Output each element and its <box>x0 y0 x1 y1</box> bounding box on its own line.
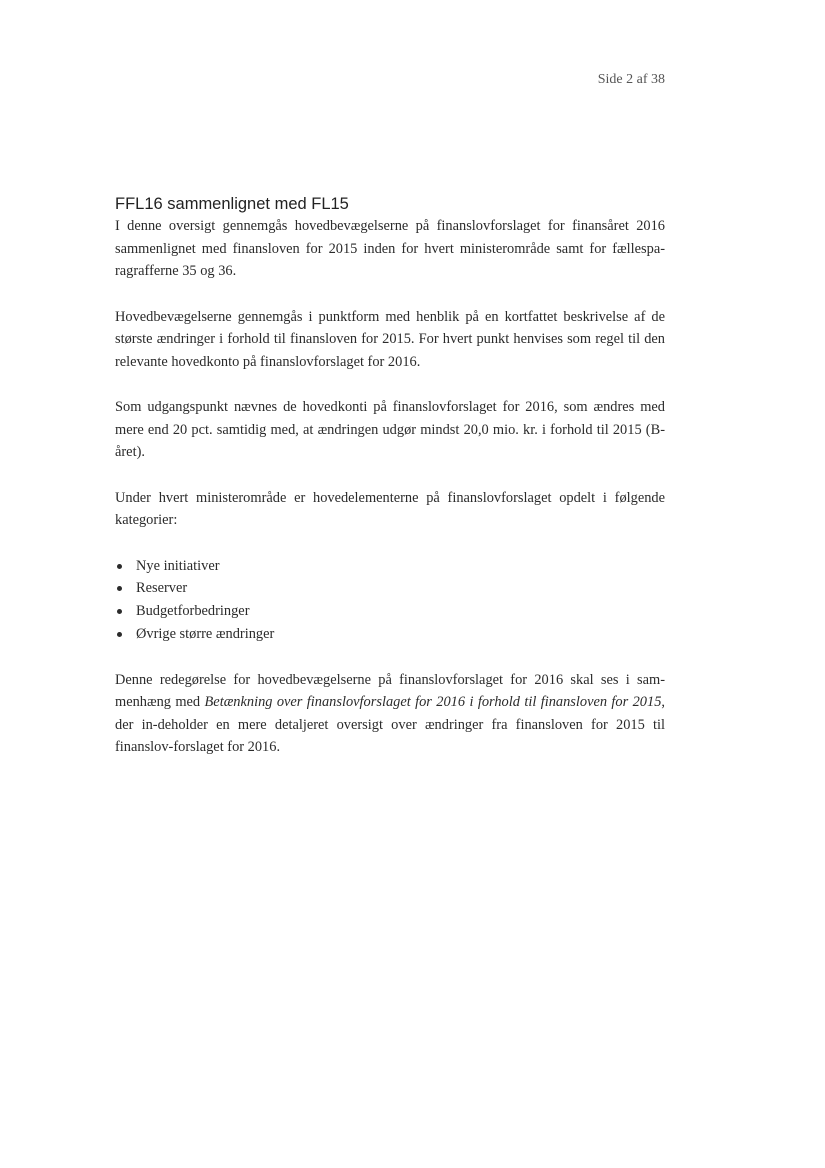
page-number: Side 2 af 38 <box>597 72 665 87</box>
section-title: FFL16 sammenlignet med FL15 <box>115 195 349 213</box>
list-item <box>115 555 665 578</box>
intro-paragraph: I denne oversigt gennemgås hovedbevægelserne på finanslovforslaget for finansåret 2016 sammenlignet med finansloven for 2015 inden for hvert ministerområde samt for fællespa-ragrafferne 35 og 36. <box>115 218 665 279</box>
list-item <box>115 577 665 600</box>
list-item <box>115 623 665 646</box>
threshold-paragraph: Som udgangspunkt nævnes de hovedkonti på finanslovforslaget for 2016, som ændres med mere end 20 pct. samtidig med, at ændringen udgør mindst 20,0 mio. kr. i forhold til 2015 (B-året). <box>115 399 665 460</box>
report-reference: Betænkning over finanslovforslaget for 2016 i forhold til finansloven for 2015 <box>204 694 662 711</box>
category-list <box>115 555 665 646</box>
closing-text-end: , der in-deholder en mere detaljeret oversigt over ændringer fra finansloven for 2015 til finanslov-forslaget for 2016. <box>115 694 666 756</box>
method-paragraph: Hovedbevægelserne gennemgås i punktform med henblik på en kortfattet beskrivelse af de største ændringer i forhold til finansloven for 2015. For hvert punkt henvises som regel til den relevante hovedkonto på finanslovforslaget for 2016. <box>115 308 665 370</box>
bullet-icon <box>117 586 122 591</box>
list-item-label: Øvrige større ændringer <box>136 625 275 642</box>
categories-intro-paragraph: Under hvert ministerområde er hovedelementerne på finanslovforslaget opdelt i følgende kategorier: <box>115 489 665 528</box>
main-content <box>115 194 665 782</box>
list-item <box>115 600 665 623</box>
list-item-label: Budgetforbedringer <box>136 603 250 620</box>
bullet-icon <box>117 632 122 637</box>
bullet-icon <box>117 564 122 569</box>
closing-text-start: Denne redegørelse for hovedbevægelserne på finanslovforslaget for 2016 skal ses i sam-menhæng med <box>115 671 665 711</box>
closing-paragraph <box>115 669 665 759</box>
list-item-label: Reserver <box>136 580 188 597</box>
list-item-label: Nye initiativer <box>136 557 220 574</box>
bullet-icon <box>117 609 122 614</box>
